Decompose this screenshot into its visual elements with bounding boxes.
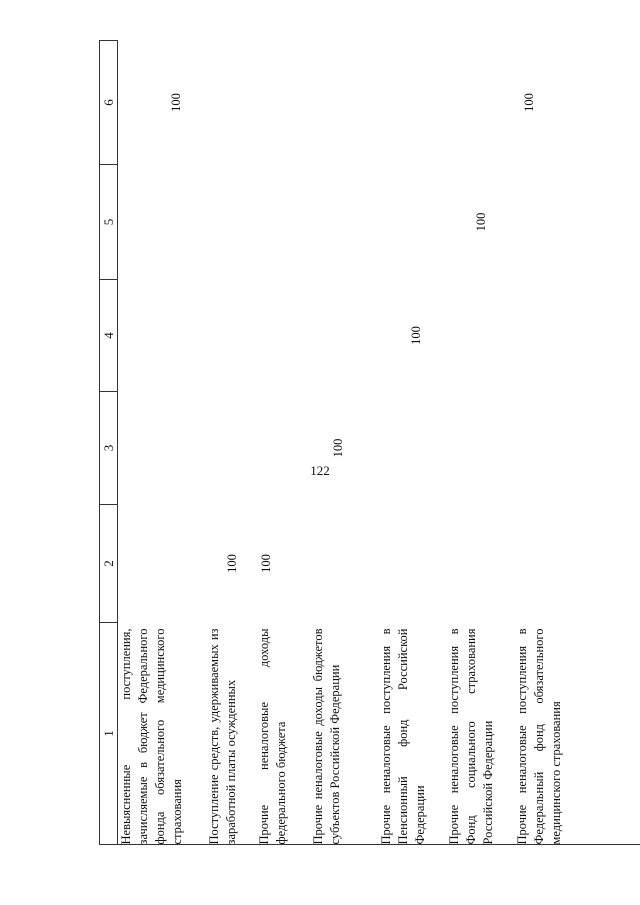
row-description: Прочие неналоговые доходы федерального бюджета: [256, 628, 288, 845]
cell-col-2: 100: [258, 554, 273, 573]
column-header-3: 3: [100, 392, 118, 505]
row-description: Прочие неналоговые поступления в Фонд социального страхования Российской Федерации: [446, 628, 495, 845]
cell-col-3: [378, 392, 446, 505]
cell-col-4: 100: [408, 326, 423, 345]
cell-col-4: [310, 280, 378, 392]
table-row: [310, 41, 378, 845]
row-description: Поступление средств, удерживаемых из заработной платы осужденных: [206, 628, 238, 845]
cell-col-5: [256, 165, 310, 280]
table-row: [514, 41, 574, 845]
cell-col-4: [514, 280, 574, 392]
cell-col-6: 100: [169, 93, 183, 112]
cell-col-4: [446, 280, 514, 392]
table-row: [118, 41, 206, 845]
cell-col-5: [514, 165, 574, 280]
cell-col-2: [446, 505, 514, 623]
cell-col-6: [310, 41, 378, 165]
page-number: 122: [310, 463, 330, 478]
cell-col-3: [118, 392, 206, 505]
column-header-4: 4: [100, 280, 118, 392]
cell-col-3: [514, 392, 574, 505]
cell-col-4: [206, 280, 256, 392]
cell-col-5: [310, 165, 378, 280]
column-header-2: 2: [100, 505, 118, 623]
column-header-5: 5: [100, 165, 118, 280]
table-row: [378, 41, 446, 845]
cell-col-2: [118, 505, 206, 623]
cell-col-3: [206, 392, 256, 505]
cell-col-2: [514, 505, 574, 623]
row-description: Прочие неналоговые доходы бюджетов субъектов Российской Федерации: [310, 628, 342, 845]
cell-col-2: [378, 505, 446, 623]
table-row: [256, 41, 310, 845]
table-header-row: [100, 41, 118, 845]
cell-col-6: [446, 41, 514, 165]
cell-col-5: [206, 165, 256, 280]
cell-col-6: [256, 41, 310, 165]
rotated-table-container: [99, 41, 640, 845]
column-header-6: 6: [100, 41, 118, 165]
revenue-distribution-table: [99, 40, 574, 845]
table-row: [206, 41, 256, 845]
cell-col-4: [256, 280, 310, 392]
cell-col-2: [310, 505, 378, 623]
table-row: [446, 41, 514, 845]
cell-col-6: [206, 41, 256, 165]
cell-col-6: [378, 41, 446, 165]
cell-col-4: [118, 280, 206, 392]
cell-col-3: 100: [330, 438, 345, 458]
cell-col-3: [446, 392, 514, 505]
cell-col-5: [118, 165, 206, 280]
cell-col-6: 100: [521, 93, 536, 112]
row-description: Прочие неналоговые поступления в Пенсионный фонд Российской Федерации: [378, 628, 427, 845]
column-header-1: 1: [100, 623, 118, 845]
cell-col-3: [256, 392, 310, 505]
cell-col-2: 100: [224, 554, 239, 573]
cell-col-5: [378, 165, 446, 280]
row-description: Невыясненные поступления, зачисляемые в бюджет Федерального фонда обязательного медицинского страхования: [119, 628, 184, 845]
row-description: Прочие неналоговые поступления в Федеральный фонд обязательного медицинского страхования: [514, 628, 563, 845]
table-left-rule: [99, 844, 640, 845]
cell-col-5: 100: [473, 212, 488, 232]
